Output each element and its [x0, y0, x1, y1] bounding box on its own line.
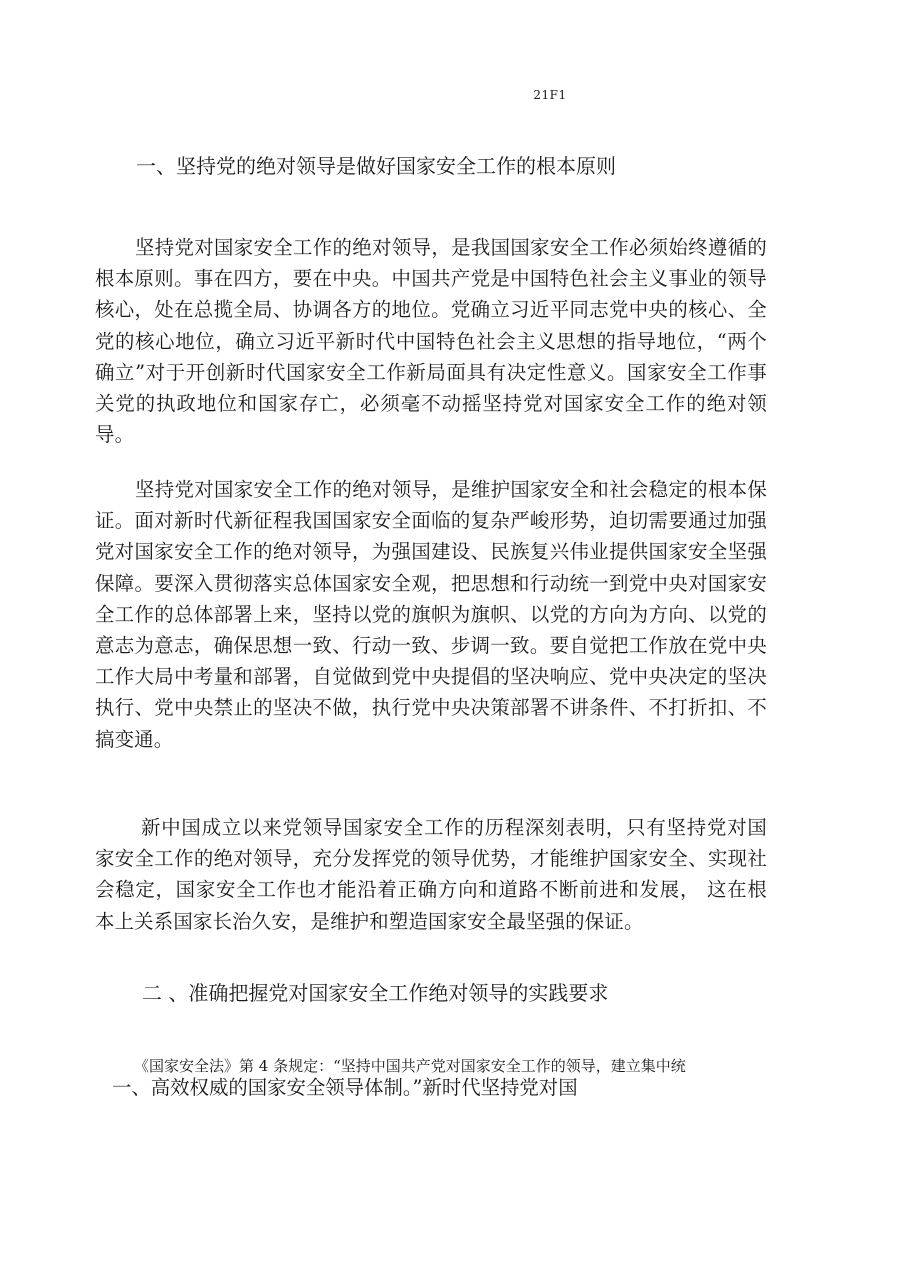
law-quote-line: 《国家安全法》第 4 条规定：“坚持中国共产党对国家安全工作的领导，建立集中统 — [134, 1057, 686, 1075]
page-number: 21F1 — [533, 88, 567, 102]
section-1-paragraph-1: 坚持党对国家安全工作的绝对领导，是我国国家安全工作必须始终遵循的根本原则。事在四方，要在中央。中国共产党是中国特色社会主义事业的领导核心，处在总揽全局、协调各方的地位。党确立习近平同志党中央的核心、全党的核心地位，确立习近平新时代中国特色社会主义思想的指导地位，“两个确立”对于开创新时代国家安全工作新局面具有决定性意义。国家安全工作事关党的执政地位和国家存亡，必须毫不动摇坚持党对国家安全工作的绝对领导。 — [95, 236, 767, 447]
section-1-heading: 一、坚持党的绝对领导是做好国家安全工作的根本原则 — [136, 154, 616, 178]
section-2-heading: 二 、准确把握党对国家安全工作绝对领导的实践要求 — [142, 981, 609, 1005]
section-1-paragraph-3: 新中国成立以来党领导国家安全工作的历程深刻表明，只有坚持党对国家安全工作的绝对领导，充分发挥党的领导优势，才能维护国家安全、实现社会稳定，国家安全工作也才能沿着正确方向和道路不断前进和发展， 这在根本上关系国家长治久安，是维护和塑造国家安全最坚强的保证。 — [95, 816, 767, 933]
law-quote-continuation: 一、高效权威的国家安全领导体制。”新时代坚持党对国 — [112, 1076, 578, 1099]
section-1-paragraph-2: 坚持党对国家安全工作的绝对领导，是维护国家安全和社会稳定的根本保证。面对新时代新征程我国国家安全面临的复杂严峻形势，迫切需要通过加强党对国家安全工作的绝对领导，为强国建设、民族复兴伟业提供国家安全坚强保障。要深入贯彻落实总体国家安全观，把思想和行动统一到党中央对国家安全工作的总体部署上来，坚持以党的旗帜为旗帜、以党的方向为方向、以党的意志为意志，确保思想一致、行动一致、步调一致。要自觉把工作放在党中央工作大局中考量和部署，自觉做到党中央提倡的坚决响应、党中央决定的坚决执行、党中央禁止的坚决不做，执行党中央决策部署不讲条件、不打折扣、不搞变通。 — [95, 478, 767, 751]
